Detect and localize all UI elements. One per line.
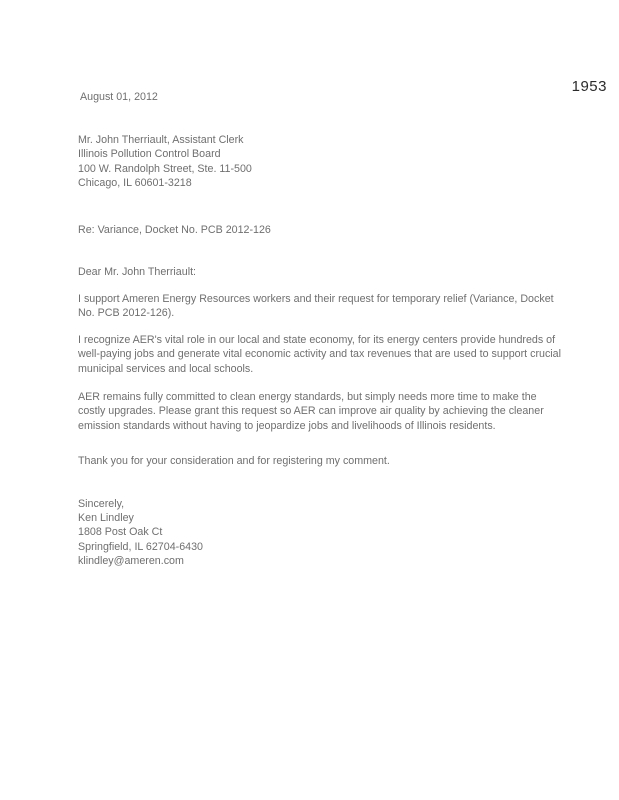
recipient-name-line: Mr. John Therriault, Assistant Clerk: [78, 134, 244, 146]
subject-line: Re: Variance, Docket No. PCB 2012-126: [78, 224, 271, 236]
recipient-city-line: Chicago, IL 60601-3218: [78, 176, 192, 189]
signature-city: Springfield, IL 62704-6430: [78, 540, 203, 553]
salutation-line: Dear Mr. John Therriault:: [78, 266, 197, 278]
body-paragraph-1: I support Ameren Energy Resources workers and their request for temporary relief (Variance, Docket No. PCB 2012-126).: [78, 293, 554, 320]
recipient-street-line: 100 W. Randolph Street, Ste. 11-500: [78, 162, 252, 175]
body-paragraph-2: I recognize AER's vital role in our local and state economy, for its energy centers provide hundreds of well-paying jobs and generate vital economic activity and tax revenues that are used to support crucial municipal services and local schools.: [78, 334, 561, 375]
closing-line: Sincerely,: [78, 498, 125, 510]
signature-street: 1808 Post Oak Ct: [78, 526, 163, 539]
recipient-address-block: [78, 133, 252, 190]
signature-email: klindley@ameren.com: [78, 554, 184, 567]
signature-block: [78, 511, 203, 568]
body-paragraph-3: AER remains fully committed to clean energy standards, but simply needs more time to make the costly upgrades. Please grant this request so AER can improve air quality by achieving the cleaner emission standards without having to jeopardize jobs and livelihoods of Illinois residents.: [78, 391, 544, 432]
page-number-stamp: 1953: [571, 78, 607, 95]
letter-date: August 01, 2012: [80, 91, 158, 103]
signature-name: Ken Lindley: [78, 512, 134, 524]
body-paragraph-4: Thank you for your consideration and for registering my comment.: [78, 455, 390, 467]
recipient-org-line: Illinois Pollution Control Board: [78, 148, 221, 161]
